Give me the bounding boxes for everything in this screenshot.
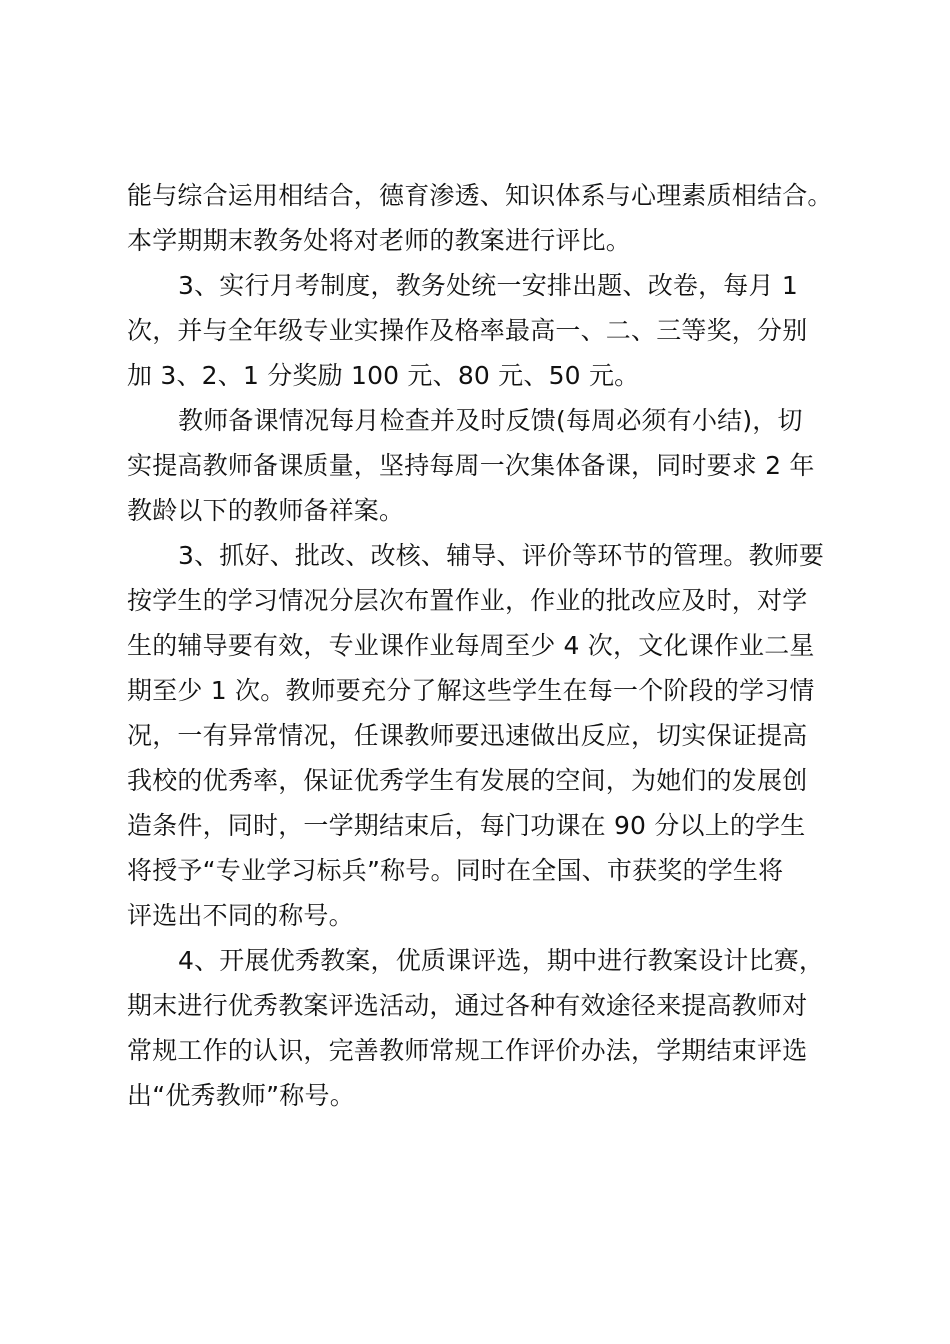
text-line: 出“优秀教师”称号。 [127,1081,355,1110]
text-line: 期末进行优秀教案评选活动，通过各种有效途径来提高教师对 [127,991,808,1020]
text-line: 本学期期末教务处将对老师的教案进行评比。 [127,226,632,255]
text-line: 教师备课情况每月检查并及时反馈(每周必须有小结)，切 [178,406,803,435]
text-line: 按学生的学习情况分层次布置作业，作业的批改应及时，对学 [127,586,808,615]
text-line: 将授予“专业学习标兵”称号。同时在全国、市获奖的学生将 [127,856,784,885]
text-line: 我校的优秀率，保证优秀学生有发展的空间，为她们的发展创 [127,766,808,795]
text-line: 3、抓好、批改、改核、辅导、评价等环节的管理。教师要 [178,541,825,570]
text-line: 3、实行月考制度，教务处统一安排出题、改卷，每月 1 [178,271,798,300]
text-line: 实提高教师备课质量，坚持每周一次集体备课，同时要求 2 年 [127,451,815,480]
text-line: 况，一有异常情况，任课教师要迅速做出反应，切实保证提高 [127,721,808,750]
text-line: 次，并与全年级专业实操作及格率最高一、二、三等奖，分别 [127,316,808,345]
text-line: 能与综合运用相结合，德育渗透、知识体系与心理素质相结合。 [127,181,833,210]
text-line: 生的辅导要有效，专业课作业每周至少 4 次，文化课作业二星 [127,631,815,660]
text-line: 期至少 1 次。教师要充分了解这些学生在每一个阶段的学习情 [127,676,815,705]
text-line: 造条件，同时，一学期结束后，每门功课在 90 分以上的学生 [127,811,806,840]
text-line: 4、开展优秀教案，优质课评选，期中进行教案设计比赛， [178,946,825,975]
text-line: 评选出不同的称号。 [127,901,354,930]
text-line: 加 3、2、1 分奖励 100 元、80 元、50 元。 [127,361,640,390]
text-line: 教龄以下的教师备祥案。 [127,496,405,525]
text-line: 常规工作的认识，完善教师常规工作评价办法，学期结束评选 [127,1036,808,1065]
